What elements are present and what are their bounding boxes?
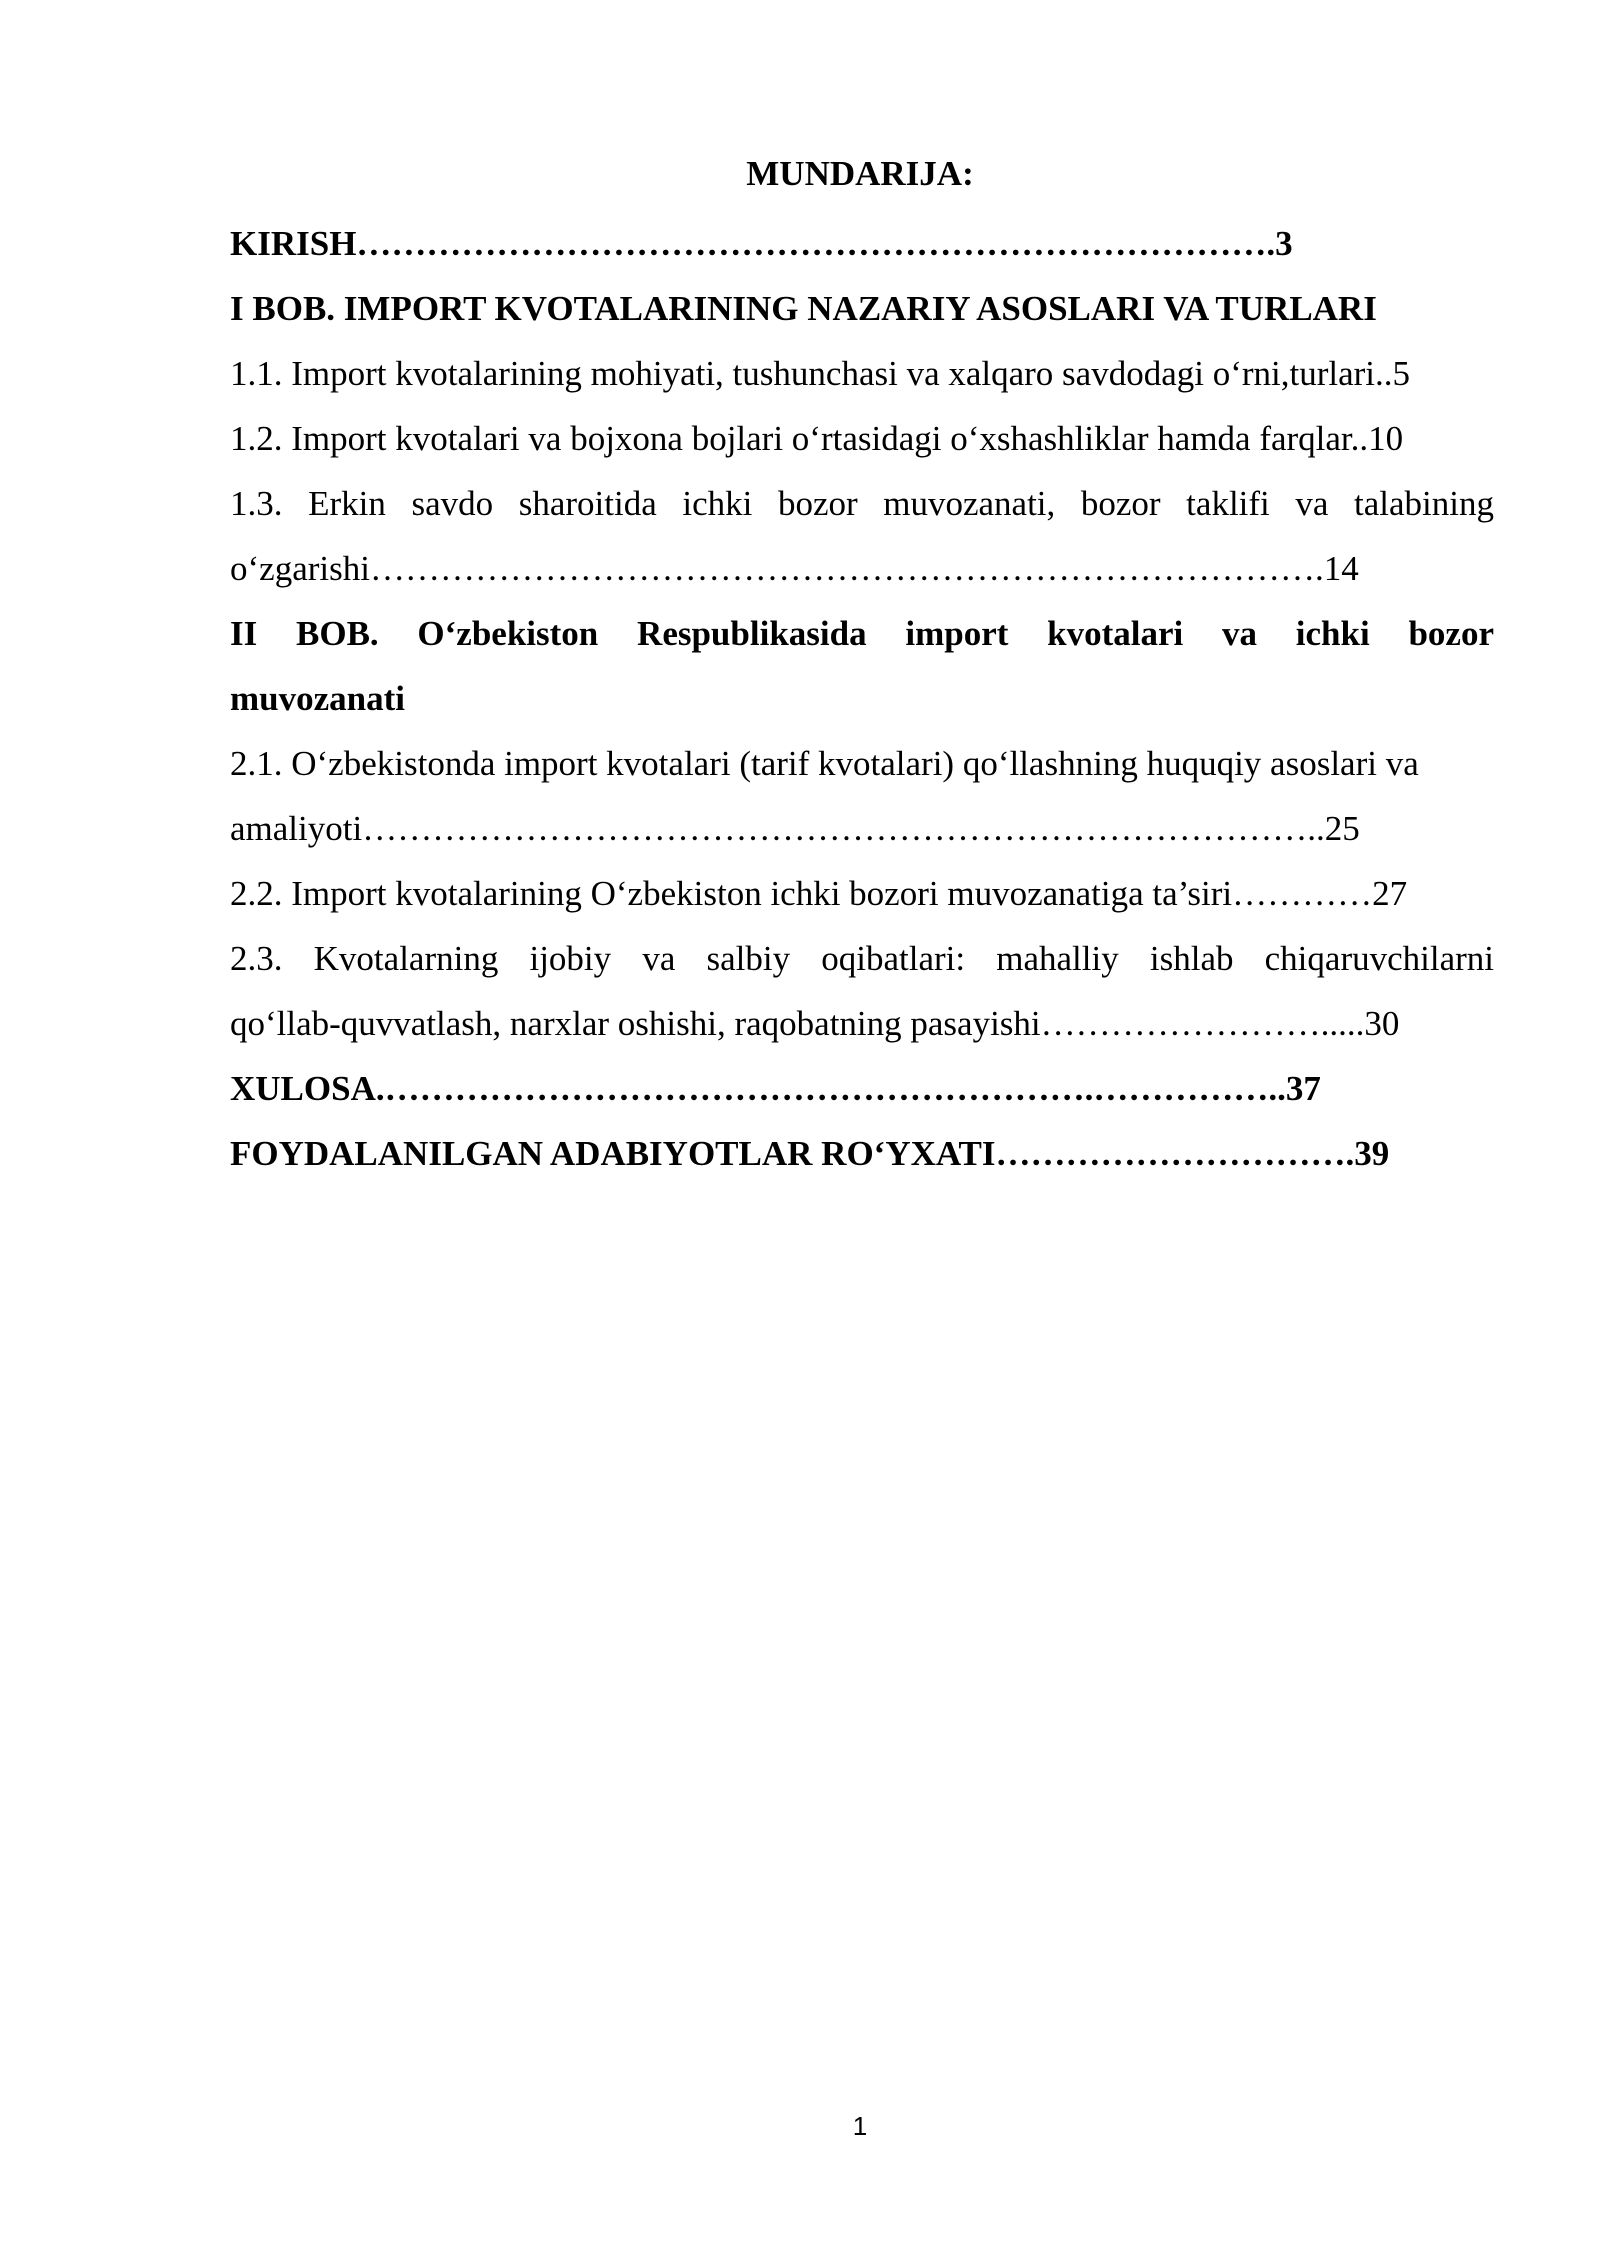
toc-entry-2-2: 2.2. Import kvotalarining O‘zbekiston ichki bozori muvozanatiga ta’siri…………27 [230, 874, 1408, 913]
toc-entry-2-1-line-1: 2.1. O‘zbekistonda import kvotalari (tarif kvotalari) qo‘llashning huquqiy asoslari va [230, 744, 1419, 783]
toc-entry-1-2: 1.2. Import kvotalari va bojxona bojlari o‘rtasidagi o‘xshashliklar hamda farqlar..10 [230, 419, 1404, 458]
toc-entry-2-1-line-2: amaliyoti………………………………………………………………………..25 [230, 809, 1360, 848]
toc-entry-kirish: KIRISH…………………………………………………………………….3 [230, 224, 1293, 263]
toc-chapter-2-heading-line-2: muvozanati [230, 679, 405, 718]
toc-title: MUNDARIJA: [746, 154, 974, 193]
page-number: 1 [852, 2111, 868, 2141]
toc-entry-1-1: 1.1. Import kvotalarining mohiyati, tushunchasi va xalqaro savdodagi o‘rni,turlari..5 [230, 354, 1411, 393]
toc-entry-2-3-line-2: qo‘llab-quvvatlash, narxlar oshishi, raqobatning pasayishi…………………….....30 [230, 1004, 1400, 1043]
toc-chapter-1-heading: I BOB. IMPORT KVOTALARINING NAZARIY ASOSLARI VA TURLARI [230, 289, 1377, 328]
toc-chapter-2-heading-line-1: II BOB. O‘zbekiston Respublikasida import kvotalari va ichki bozor [230, 614, 1494, 653]
toc-entry-adabiyotlar: FOYDALANILGAN ADABIYOTLAR RO‘YXATI………………………….39 [230, 1134, 1390, 1173]
toc-entry-1-3-line-1: 1.3. Erkin savdo sharoitida ichki bozor muvozanati, bozor taklifi va talabining [230, 484, 1494, 523]
toc-entry-2-3-line-1: 2.3. Kvotalarning ijobiy va salbiy oqibatlari: mahalliy ishlab chiqaruvchilarni [230, 939, 1494, 978]
toc-entry-1-3-line-2: o‘zgarishi……………………………………………………………………….14 [230, 549, 1359, 588]
toc-entry-xulosa: XULOSA.…………………………………………………….……………..37 [230, 1069, 1321, 1108]
